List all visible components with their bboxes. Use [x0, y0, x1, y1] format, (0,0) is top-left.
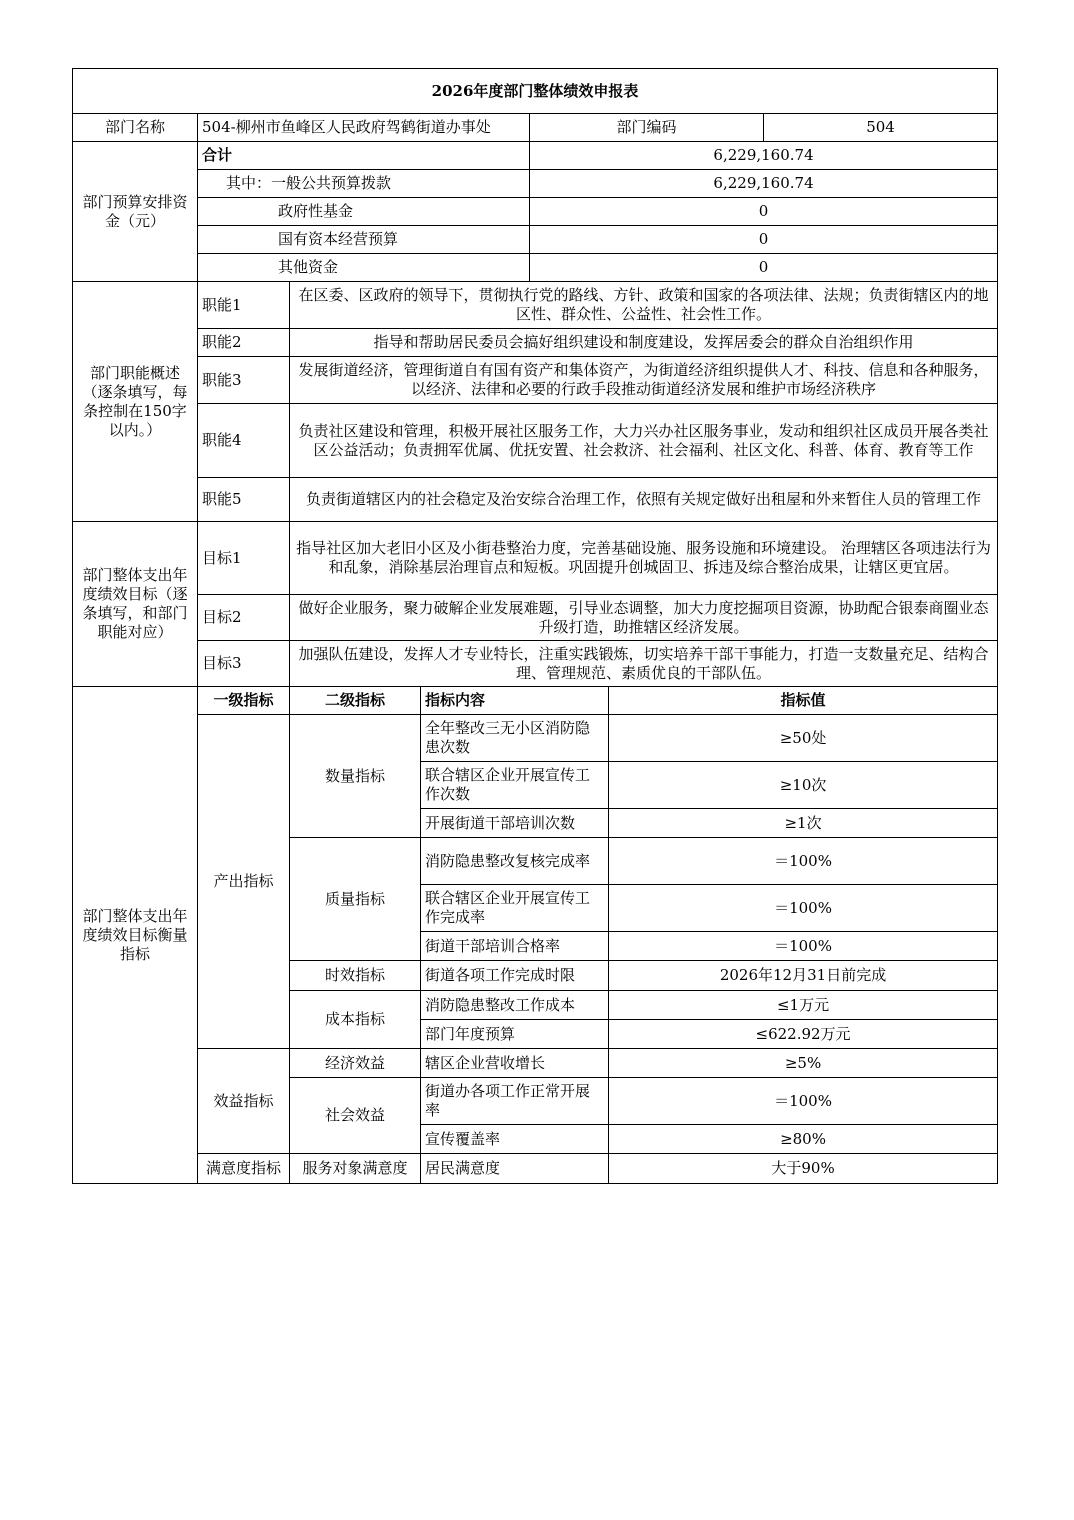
level2-service-satisfaction: 服务对象满意度 [290, 1154, 421, 1184]
dept-name-label: 部门名称 [73, 114, 198, 142]
level1-satisfaction: 满意度指标 [198, 1154, 290, 1184]
function-label: 职能1 [198, 282, 290, 329]
indicator-content: 全年整改三无小区消防隐患次数 [421, 715, 609, 762]
budget-row-value: 0 [530, 198, 998, 226]
indicator-value: ≤1万元 [609, 991, 998, 1020]
indicator-value: ＝100% [609, 838, 998, 885]
indicator-content: 部门年度预算 [421, 1020, 609, 1049]
function-label: 职能3 [198, 357, 290, 404]
goal-text: 加强队伍建设，发挥人才专业特长，注重实践锻炼，切实培养干部干事能力，打造一支数量充足、结构合理、管理规范、素质优良的干部队伍。 [290, 641, 998, 687]
function-text: 负责社区建设和管理，积极开展社区服务工作，大力兴办社区服务事业，发动和组织社区成员开展各类社区公益活动；负责拥军优属、优抚安置、社会救济、社会福利、社区文化、科普、体育、教育等工作 [290, 404, 998, 478]
level2-social: 社会效益 [290, 1078, 421, 1154]
level2-quality: 质量指标 [290, 838, 421, 961]
header-value: 指标值 [609, 687, 998, 715]
functions-section-label: 部门职能概述（逐条填写，每条控制在150字以内。） [73, 282, 198, 522]
goal-label: 目标2 [198, 595, 290, 641]
level2-economic: 经济效益 [290, 1049, 421, 1078]
goal-label: 目标3 [198, 641, 290, 687]
indicator-value: ≥80% [609, 1125, 998, 1154]
level2-cost: 成本指标 [290, 991, 421, 1049]
budget-row-value: 0 [530, 254, 998, 282]
indicator-value: 大于90% [609, 1154, 998, 1184]
dept-code-value: 504 [764, 114, 998, 142]
indicator-value: ＝100% [609, 932, 998, 961]
budget-row-value: 6,229,160.74 [530, 142, 998, 170]
indicator-value: ＝100% [609, 885, 998, 932]
page-title: 2026年度部门整体绩效申报表 [73, 69, 998, 114]
function-text: 发展街道经济，管理街道自有国有资产和集体资产，为街道经济组织提供人才、科技、信息和各种服务，以经济、法律和必要的行政手段推动街道经济发展和维护市场经济秩序 [290, 357, 998, 404]
budget-row-label: 其他资金 [198, 254, 530, 282]
indicator-content: 开展街道干部培训次数 [421, 809, 609, 838]
indicator-value: ≥50处 [609, 715, 998, 762]
indicator-content: 消防隐患整改工作成本 [421, 991, 609, 1020]
indicator-value: ≤622.92万元 [609, 1020, 998, 1049]
indicator-content: 消防隐患整改复核完成率 [421, 838, 609, 885]
indicator-content: 联合辖区企业开展宣传工作完成率 [421, 885, 609, 932]
budget-row-label: 其中：一般公共预算拨款 [198, 170, 530, 198]
header-level1: 一级指标 [198, 687, 290, 715]
indicator-content: 辖区企业营收增长 [421, 1049, 609, 1078]
function-text: 在区委、区政府的领导下，贯彻执行党的路线、方针、政策和国家的各项法律、法规；负责街辖区内的地区性、群众性、公益性、社会性工作。 [290, 282, 998, 329]
function-label: 职能5 [198, 478, 290, 522]
goal-text: 做好企业服务，聚力破解企业发展难题，引导业态调整，加大力度挖掘项目资源，协助配合银泰商圈业态升级打造，助推辖区经济发展。 [290, 595, 998, 641]
indicator-value: 2026年12月31日前完成 [609, 961, 998, 991]
indicator-content: 街道办各项工作正常开展率 [421, 1078, 609, 1125]
budget-row-label: 国有资本经营预算 [198, 226, 530, 254]
dept-code-label: 部门编码 [530, 114, 764, 142]
goals-section-label: 部门整体支出年度绩效目标（逐条填写，和部门职能对应） [73, 522, 198, 687]
budget-row-value: 0 [530, 226, 998, 254]
function-text: 指导和帮助居民委员会搞好组织建设和制度建设，发挥居委会的群众自治组织作用 [290, 329, 998, 357]
level2-quantity: 数量指标 [290, 715, 421, 838]
indicator-value: ≥1次 [609, 809, 998, 838]
indicator-value: ＝100% [609, 1078, 998, 1125]
function-text: 负责街道辖区内的社会稳定及治安综合治理工作，依照有关规定做好出租屋和外来暂住人员的管理工作 [290, 478, 998, 522]
indicator-value: ≥5% [609, 1049, 998, 1078]
indicator-content: 街道各项工作完成时限 [421, 961, 609, 991]
indicator-value: ≥10次 [609, 762, 998, 809]
budget-section-label: 部门预算安排资金（元） [73, 142, 198, 282]
dept-name-value: 504-柳州市鱼峰区人民政府驾鹤街道办事处 [198, 114, 530, 142]
header-content: 指标内容 [421, 687, 609, 715]
level2-timeliness: 时效指标 [290, 961, 421, 991]
indicator-content: 联合辖区企业开展宣传工作次数 [421, 762, 609, 809]
level1-output: 产出指标 [198, 715, 290, 1049]
level1-benefit: 效益指标 [198, 1049, 290, 1154]
indicator-content: 居民满意度 [421, 1154, 609, 1184]
indicator-content: 街道干部培训合格率 [421, 932, 609, 961]
goal-text: 指导社区加大老旧小区及小街巷整治力度，完善基础设施、服务设施和环境建设。 治理辖区各项违法行为和乱象，消除基层治理盲点和短板。巩固提升创城固卫、拆违及综合整治成果，让辖区更宜居。 [290, 522, 998, 595]
budget-row-label: 合计 [198, 142, 530, 170]
function-label: 职能4 [198, 404, 290, 478]
budget-row-value: 6,229,160.74 [530, 170, 998, 198]
indicator-content: 宣传覆盖率 [421, 1125, 609, 1154]
goal-label: 目标1 [198, 522, 290, 595]
function-label: 职能2 [198, 329, 290, 357]
budget-row-label: 政府性基金 [198, 198, 530, 226]
performance-report-table [72, 68, 998, 1184]
header-level2: 二级指标 [290, 687, 421, 715]
indicators-section-label: 部门整体支出年度绩效目标衡量指标 [73, 687, 198, 1184]
